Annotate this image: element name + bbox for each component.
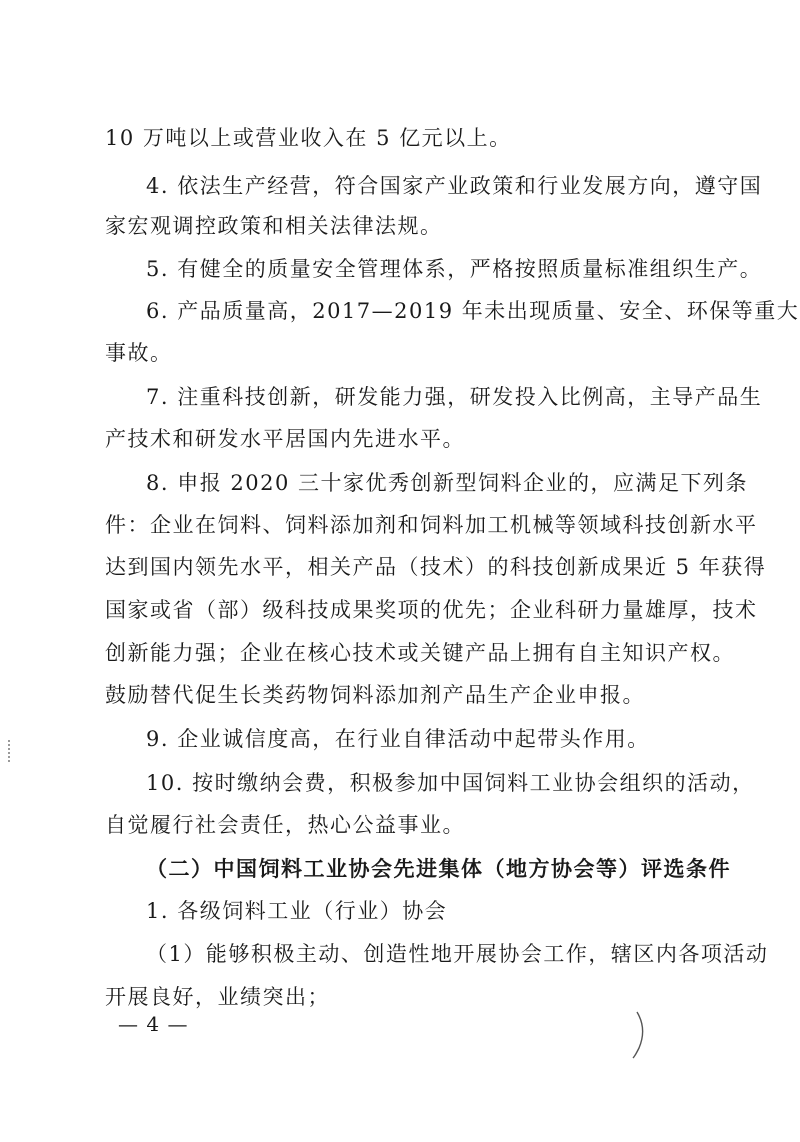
text-line-9: 8. 申报 2020 三十家优秀创新型饲料企业的，应满足下列条: [146, 471, 749, 495]
section-heading: （二）中国饲料工业协会先进集体（地方协会等）评选条件: [146, 856, 731, 881]
text-line-14: 鼓励替代促生长类药物饲料添加剂产品生产企业申报。: [105, 683, 645, 707]
text-line-10: 件：企业在饲料、饲料添加剂和饲料加工机械等领域科技创新水平: [105, 513, 758, 537]
text-line-3: 家宏观调控政策和相关法律法规。: [105, 214, 443, 238]
text-line-5: 6. 产品质量高，2017—2019 年未出现质量、安全、环保等重大: [146, 299, 800, 323]
text-line-2: 4. 依法生产经营，符合国家产业政策和行业发展方向，遵守国: [146, 174, 763, 198]
text-line-6: 事故。: [105, 341, 173, 365]
text-line-13: 创新能力强；企业在核心技术或关键产品上拥有自主知识产权。: [105, 641, 735, 665]
text-line-12: 国家或省（部）级科技成果奖项的优先；企业科研力量雄厚，技术: [105, 598, 758, 622]
text-line-1: 10 万吨以上或营业收入在 5 亿元以上。: [105, 126, 512, 150]
text-line-8: 产技术和研发水平居国内先进水平。: [105, 427, 465, 451]
scan-artifact-mark: [625, 1010, 655, 1060]
text-line-20: （1）能够积极主动、创造性地开展协会工作，辖区内各项活动: [146, 942, 769, 966]
text-line-11: 达到国内领先水平，相关产品（技术）的科技创新成果近 5 年获得: [105, 555, 767, 579]
text-line-15: 9. 企业诚信度高，在行业自律活动中起带头作用。: [146, 727, 650, 751]
text-line-16: 10. 按时缴纳会费，积极参加中国饲料工业协会组织的活动，: [146, 771, 755, 795]
text-line-21: 开展良好，业绩突出；: [105, 985, 330, 1009]
text-line-19: 1. 各级饲料工业（行业）协会: [146, 899, 448, 923]
page-number: — 4 —: [118, 1012, 189, 1036]
text-line-4: 5. 有健全的质量安全管理体系，严格按照质量标准组织生产。: [146, 257, 763, 281]
binding-mark: [8, 740, 12, 762]
text-line-7: 7. 注重科技创新，研发能力强，研发投入比例高，主导产品生: [146, 385, 763, 409]
text-line-17: 自觉履行社会责任，热心公益事业。: [105, 813, 465, 837]
